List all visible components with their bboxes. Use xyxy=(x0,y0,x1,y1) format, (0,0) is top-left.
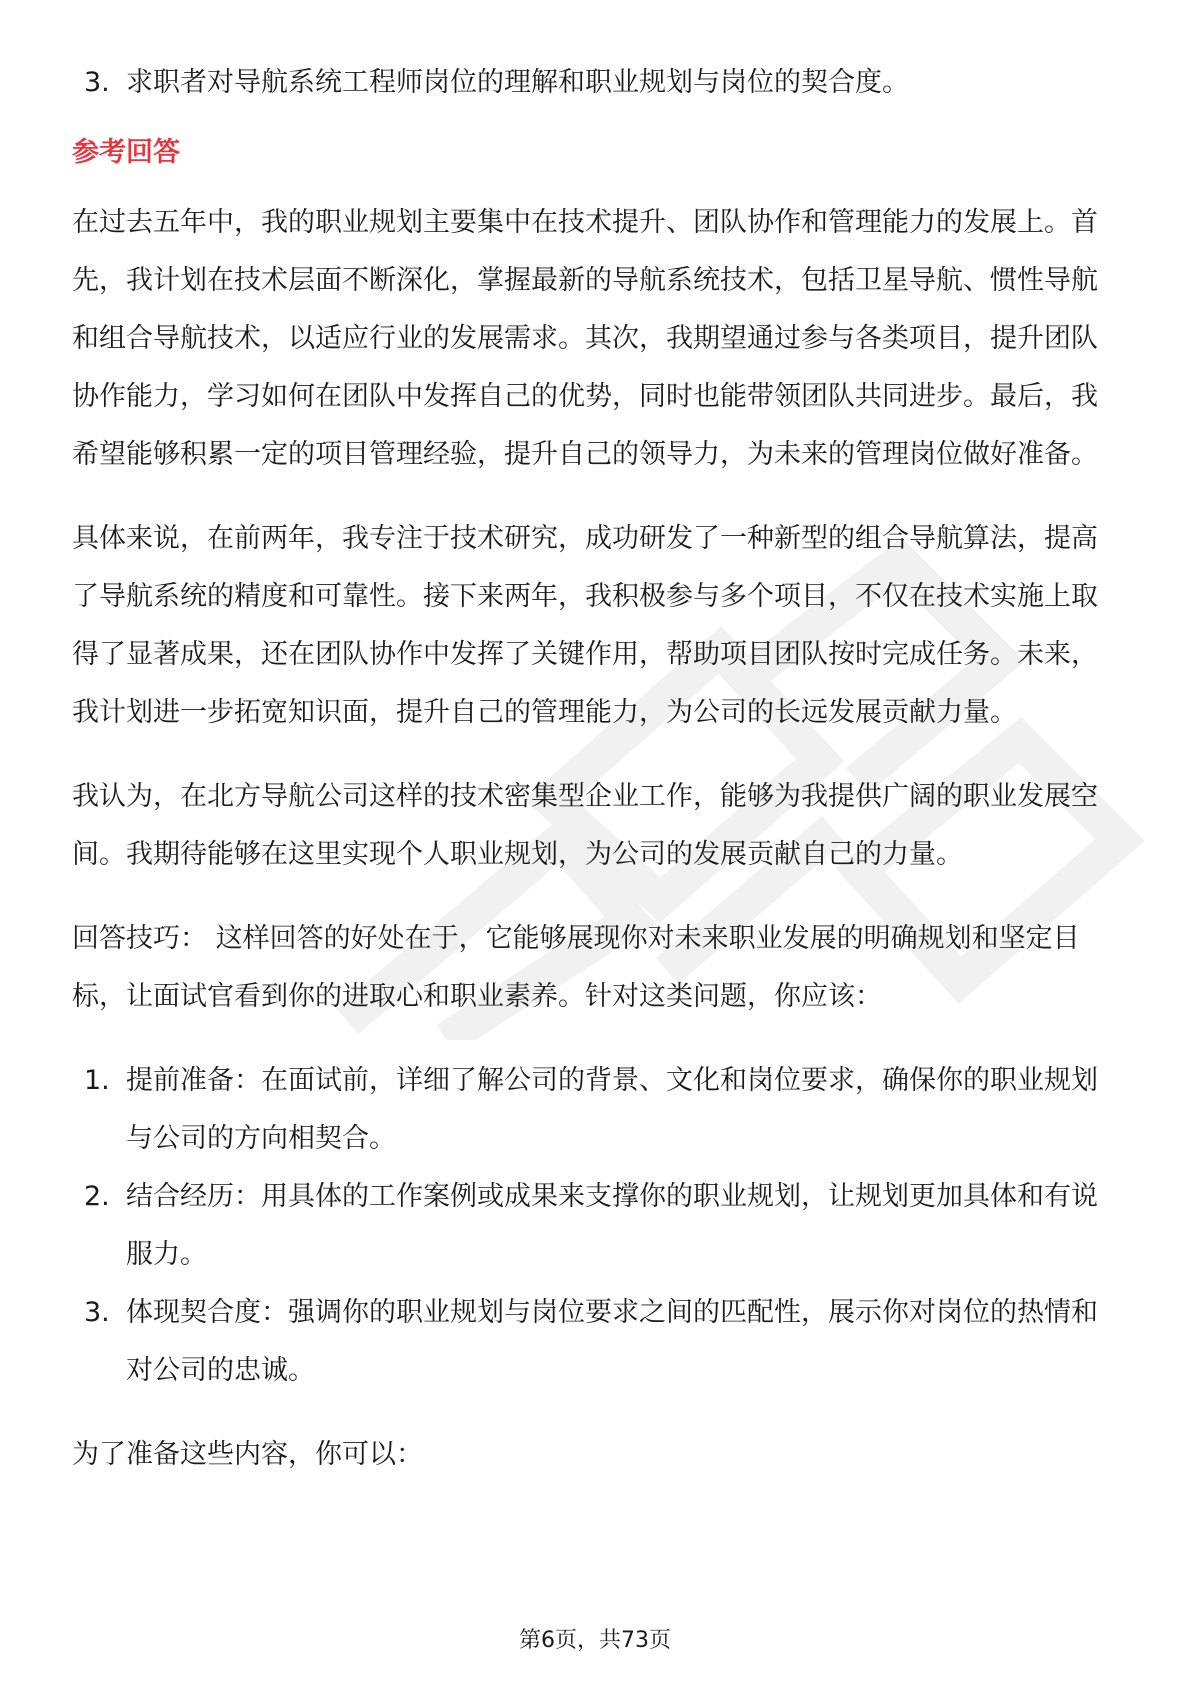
section-heading: 参考回答 xyxy=(72,137,180,168)
page-footer: 第6页，共73页 xyxy=(519,1628,671,1653)
list-item xyxy=(72,1168,1122,1284)
list-item xyxy=(72,1284,1122,1400)
list-item-text: 体现契合度：强调你的职业规划与岗位要求之间的匹配性，展示你对岗位的热情和对公司的忠诚。 xyxy=(126,1297,1098,1386)
list-item-text: 求职者对导航系统工程师岗位的理解和职业规划与岗位的契合度。 xyxy=(126,67,909,98)
answer-paragraph-1: 在过去五年中，我的职业规划主要集中在技术提升、团队协作和管理能力的发展上。首先，我计划在技术层面不断深化，掌握最新的导航系统技术，包括卫星导航、惯性导航和组合导航技术，以适应行业的发展需求。其次，我期望通过参与各类项目，提升团队协作能力，学习如何在团队中发挥自己的优势，同时也能带领团队共同进步。最后，我希望能够积累一定的项目管理经验，提升自己的领导力，为未来的管理岗位做好准备。 xyxy=(72,207,1098,470)
tips-intro-paragraph: 回答技巧： 这样回答的好处在于，它能够展现你对未来职业发展的明确规划和坚定目标，让面试官看到你的进取心和职业素养。针对这类问题，你应该： xyxy=(72,923,1080,1012)
list-number: 1. xyxy=(84,1065,110,1096)
list-number: 3. xyxy=(84,1297,110,1328)
list-number: 3. xyxy=(84,67,110,98)
answer-paragraph-3: 我认为，在北方导航公司这样的技术密集型企业工作，能够为我提供广阔的职业发展空间。我期待能够在这里实现个人职业规划，为公司的发展贡献自己的力量。 xyxy=(72,781,1098,870)
answer-paragraph-2: 具体来说，在前两年，我专注于技术研究，成功研发了一种新型的组合导航算法，提高了导航系统的精度和可靠性。接下来两年，我积极参与多个项目，不仅在技术实施上取得了显著成果，还在团队协作中发挥了关键作用，帮助项目团队按时完成任务。未来，我计划进一步拓宽知识面，提升自己的管理能力，为公司的长远发展贡献力量。 xyxy=(72,523,1098,728)
list-item-text: 结合经历：用具体的工作案例或成果来支撑你的职业规划，让规划更加具体和有说服力。 xyxy=(126,1181,1098,1270)
closing-paragraph: 为了准备这些内容，你可以： xyxy=(72,1439,423,1470)
list-item xyxy=(72,1052,1122,1168)
list-item xyxy=(72,54,1122,112)
list-item-text: 提前准备：在面试前，详细了解公司的背景、文化和岗位要求，确保你的职业规划与公司的方向相契合。 xyxy=(126,1065,1098,1154)
list-number: 2. xyxy=(84,1181,110,1212)
document-page xyxy=(72,0,1122,1484)
